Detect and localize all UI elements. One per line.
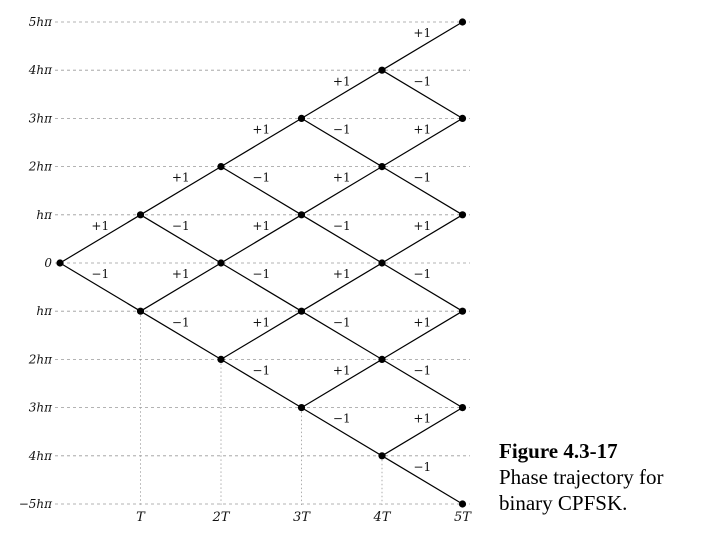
- trellis-node: [137, 308, 144, 315]
- y-axis-label: 5hπ: [28, 15, 52, 29]
- trellis-node: [217, 163, 224, 170]
- edge-label: −1: [171, 315, 190, 330]
- x-axis-label: T: [136, 510, 145, 525]
- trellis-node: [298, 308, 305, 315]
- edge-label: +1: [91, 218, 110, 233]
- y-axis-label: 4hπ: [28, 63, 52, 78]
- edge-label: −1: [413, 170, 432, 185]
- edge-label: −1: [252, 170, 271, 185]
- trellis-node: [298, 404, 305, 411]
- trellis-node: [459, 211, 466, 218]
- edge-label: −1: [413, 363, 432, 378]
- edge-label: +1: [332, 170, 351, 185]
- trellis-node: [378, 259, 385, 266]
- edge-label: +1: [332, 267, 351, 282]
- edge-label: +1: [413, 26, 432, 41]
- edge-label: −1: [252, 267, 271, 282]
- edge-label: −1: [332, 411, 351, 426]
- trellis-node: [378, 356, 385, 363]
- trellis-node: [459, 500, 466, 507]
- trellis-node: [459, 308, 466, 315]
- edge-label: −1: [252, 363, 271, 378]
- edge-label: +1: [413, 122, 432, 137]
- edge-label: +1: [252, 315, 271, 330]
- y-axis-label: 3hπ: [28, 400, 52, 415]
- x-axis-label: 3T: [293, 510, 310, 525]
- edge-label: −1: [332, 218, 351, 233]
- edge-label: +1: [413, 315, 432, 330]
- y-axis-label: −5hπ: [18, 497, 52, 511]
- edge-label: +1: [252, 122, 271, 137]
- horizontal-guides: [55, 22, 470, 504]
- edge-label: +1: [171, 267, 190, 282]
- figure-number: Figure 4.3-17: [499, 439, 618, 463]
- trellis-node: [378, 452, 385, 459]
- y-axis-label: 3hπ: [28, 111, 52, 126]
- edge-label: +1: [413, 411, 432, 426]
- x-axis-label: 2T: [212, 510, 230, 525]
- edge-label: −1: [332, 122, 351, 137]
- y-axis-label: 2hπ: [28, 352, 52, 367]
- y-axis-label: 4hπ: [28, 448, 52, 463]
- y-axis-label: 0: [44, 256, 52, 270]
- trellis-node: [459, 18, 466, 25]
- edge-label: +1: [332, 363, 351, 378]
- trellis-node: [459, 404, 466, 411]
- trellis-node: [137, 211, 144, 218]
- y-axis-label: hπ: [36, 207, 52, 222]
- edge-label: −1: [332, 315, 351, 330]
- edge-label: −1: [413, 74, 432, 89]
- trellis-node: [378, 67, 385, 74]
- edge-label: −1: [171, 218, 190, 233]
- trellis-node: [56, 259, 63, 266]
- y-axis-label: hπ: [36, 304, 52, 319]
- edge-label: +1: [171, 170, 190, 185]
- trellis-node: [459, 115, 466, 122]
- x-axis-labels: [136, 510, 472, 525]
- trellis-node: [217, 356, 224, 363]
- edge-label: −1: [413, 267, 432, 282]
- edge-label: −1: [91, 267, 110, 282]
- edge-label: +1: [252, 218, 271, 233]
- x-axis-label: 4T: [373, 510, 391, 525]
- trellis-node: [298, 211, 305, 218]
- trellis-node: [298, 115, 305, 122]
- edge-label: +1: [413, 218, 432, 233]
- y-axis-labels: [19, 15, 53, 511]
- trellis-node: [378, 163, 385, 170]
- y-axis-label: 2hπ: [28, 159, 52, 174]
- figure-caption: [499, 438, 714, 516]
- trellis-node: [217, 259, 224, 266]
- edge-label: +1: [332, 74, 351, 89]
- figure-description: Phase trajectory for binary CPFSK.: [499, 465, 664, 515]
- edge-label: −1: [413, 459, 432, 474]
- x-axis-label: 5T: [454, 510, 471, 525]
- edge-labels: [91, 26, 431, 474]
